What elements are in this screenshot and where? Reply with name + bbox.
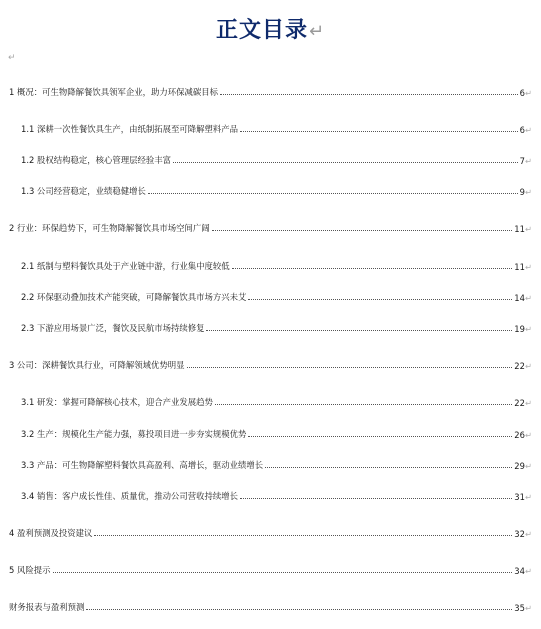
- toc-entry-label: 财务报表与盈利预测: [9, 602, 85, 612]
- toc-leader-dots: [232, 267, 513, 269]
- toc-title: [0, 13, 541, 44]
- toc-entry-label: 3.1 研发：掌握可降解核心技术，迎合产业发展趋势: [21, 397, 213, 407]
- toc-entry[interactable]: [21, 181, 532, 197]
- toc-entry-label: 4 盈利预测及投资建议: [9, 528, 93, 538]
- toc-entry-page: 11↵: [514, 224, 532, 234]
- paragraph-return-icon: ↵: [524, 88, 532, 98]
- toc-entry[interactable]: [21, 287, 532, 303]
- toc-leader-dots: [94, 534, 512, 536]
- toc-leader-dots: [173, 161, 518, 163]
- toc-entry-page: 29↵: [514, 461, 532, 471]
- paragraph-return-icon: ↵: [524, 224, 532, 234]
- paragraph-return-icon: ↵: [524, 125, 532, 135]
- paragraph-return-icon: ↵: [524, 293, 532, 303]
- toc-entry[interactable]: [21, 119, 532, 135]
- toc-entry-label: 1.2 股权结构稳定，核心管理层经验丰富: [21, 155, 171, 165]
- toc-entry[interactable]: [9, 523, 532, 539]
- paragraph-return-icon: ↵: [524, 529, 532, 539]
- toc-entry-page: 6↵: [519, 125, 532, 135]
- toc-entry-page: 11↵: [514, 262, 532, 272]
- toc-leader-dots: [240, 497, 512, 499]
- toc-leader-dots: [212, 229, 513, 231]
- toc-entry-page: 9↵: [519, 187, 532, 197]
- toc-entry[interactable]: [21, 424, 532, 440]
- toc-entry-page: 31↵: [514, 492, 532, 502]
- toc-entry-label: 1.3 公司经营稳定，业绩稳健增长: [21, 186, 146, 196]
- toc-entry-page: 26↵: [514, 430, 532, 440]
- toc-entry-label: 2.3 下游应用场景广泛，餐饮及民航市场持续修复: [21, 323, 205, 333]
- toc-entry[interactable]: [21, 455, 532, 471]
- toc-entry-label: 1 概况：可生物降解餐饮具领军企业，助力环保减碳目标: [9, 87, 218, 97]
- paragraph-return-icon: ↵: [524, 324, 532, 334]
- toc-leader-dots: [265, 466, 512, 468]
- paragraph-return-icon: ↵: [524, 603, 532, 613]
- toc-entry-label: 1.1 深耕一次性餐饮具生产，由纸制拓展至可降解塑料产品: [21, 124, 238, 134]
- toc-entry-label: 3 公司：深耕餐饮具行业，可降解领域优势明显: [9, 360, 185, 370]
- toc-leader-dots: [206, 329, 512, 331]
- toc-entry-label: 2 行业：环保趋势下，可生物降解餐饮具市场空间广阔: [9, 223, 210, 233]
- toc-leader-dots: [215, 403, 512, 405]
- toc-entry-label: 3.4 销售：客户成长性佳、质量优，推动公司营收持续增长: [21, 491, 238, 501]
- toc-entry[interactable]: [9, 560, 532, 576]
- toc-entry[interactable]: [21, 392, 532, 408]
- toc-title-text: 正文目录: [215, 18, 308, 43]
- toc-entry-page: 35↵: [514, 603, 532, 613]
- paragraph-return-icon: ↵: [524, 262, 532, 272]
- toc-entry-page: 19↵: [514, 324, 532, 334]
- paragraph-return-icon: ↵: [524, 156, 532, 166]
- toc-entry[interactable]: [21, 256, 532, 272]
- toc-entry-label: 3.2 生产：规模化生产能力强，募投项目进一步夯实规模优势: [21, 429, 247, 439]
- toc-entry-page: 34↵: [514, 566, 532, 576]
- toc-leader-dots: [240, 130, 518, 132]
- paragraph-return-icon: ↵: [524, 361, 532, 371]
- paragraph-return-icon: ↵: [524, 492, 532, 502]
- toc-entry-page: 6↵: [519, 88, 532, 98]
- toc-leader-dots: [148, 192, 518, 194]
- toc-leader-dots: [248, 298, 512, 300]
- toc-entry-label: 2.1 纸制与塑料餐饮具处于产业链中游，行业集中度较低: [21, 261, 230, 271]
- paragraph-return-icon: ↵: [524, 430, 532, 440]
- paragraph-return-icon: ↵: [524, 566, 532, 576]
- paragraph-return-icon: ↵: [524, 187, 532, 197]
- toc-entry[interactable]: [21, 150, 532, 166]
- toc-entry-label: 3.3 产品：可生物降解塑料餐饮具高盈利、高增长，驱动业绩增长: [21, 460, 264, 470]
- toc-entry-label: 2.2 环保驱动叠加技术产能突破，可降解餐饮具市场方兴未艾: [21, 292, 247, 302]
- toc-entry-page: 7↵: [519, 156, 532, 166]
- toc-entry[interactable]: [9, 218, 532, 234]
- paragraph-return-icon: ↵: [308, 21, 326, 42]
- toc-entry-page: 32↵: [514, 529, 532, 539]
- toc-leader-dots: [53, 571, 513, 573]
- toc-leader-dots: [187, 366, 513, 368]
- toc-entry[interactable]: [9, 597, 532, 613]
- toc-entry[interactable]: [9, 355, 532, 371]
- paragraph-return-icon: ↵: [524, 398, 532, 408]
- toc-leader-dots: [86, 608, 512, 610]
- toc-entry-page: 22↵: [514, 361, 532, 371]
- toc-entry[interactable]: [21, 318, 532, 334]
- toc-entry-page: 22↵: [514, 398, 532, 408]
- toc-entry[interactable]: [21, 486, 532, 502]
- paragraph-return-icon: ↵: [524, 461, 532, 471]
- toc-entry-page: 14↵: [514, 293, 532, 303]
- toc-leader-dots: [248, 435, 512, 437]
- toc-entry[interactable]: [9, 82, 532, 98]
- toc-leader-dots: [220, 93, 518, 95]
- empty-paragraph-mark-icon: ↵: [8, 53, 16, 63]
- toc-entry-label: 5 风险提示: [9, 565, 51, 575]
